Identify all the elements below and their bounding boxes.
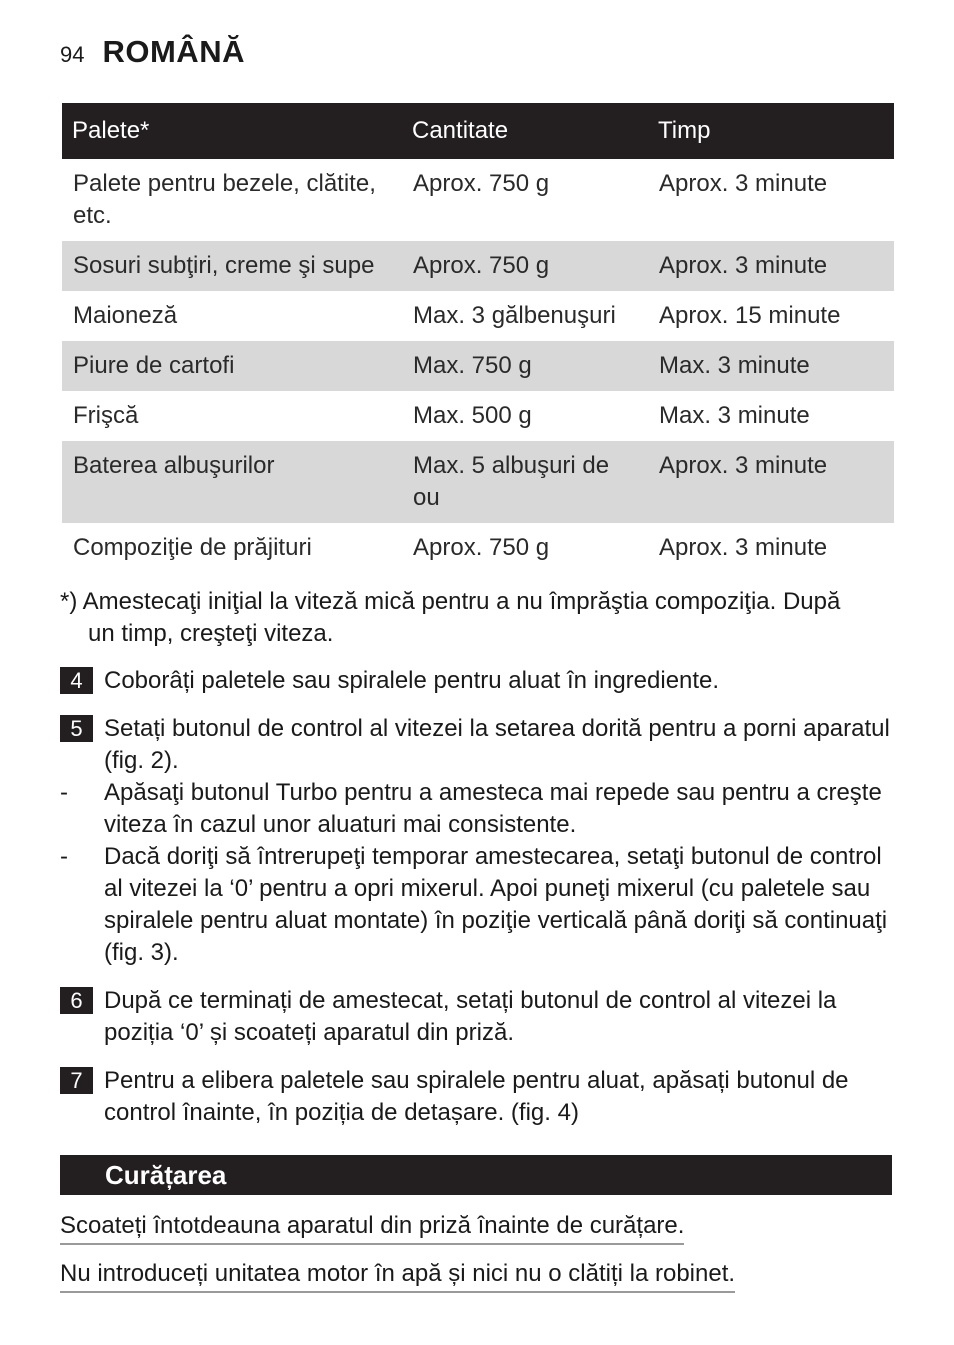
table-cell: Palete pentru bezele, clătite, etc. — [73, 170, 376, 229]
table-cell: Aprox. 15 minute — [659, 302, 841, 329]
step-6 — [60, 985, 900, 1049]
table-cell: Baterea albuşurilor — [62, 441, 402, 523]
table-cell: Maioneză — [73, 302, 178, 329]
column-header: Cantitate — [402, 103, 648, 159]
section-heading: Curățarea — [60, 1155, 892, 1195]
step-number-badge: 7 — [60, 1067, 93, 1094]
step-4 — [60, 665, 900, 697]
step-7 — [60, 1065, 900, 1129]
table-row — [62, 241, 894, 291]
bullet-item — [60, 777, 900, 841]
table-cell: Compoziţie de prăjituri — [73, 534, 312, 561]
table-row — [62, 391, 894, 441]
table-cell: Max. 3 minute — [648, 341, 894, 391]
table-cell: Max. 3 minute — [659, 402, 810, 429]
beaters-table — [62, 103, 894, 573]
table-header-row — [62, 103, 894, 159]
step-text: Setați butonul de control al vitezei la setarea dorită pentru a porni aparatul (fig. 2). — [104, 715, 890, 774]
step-text: Coborâți paletele sau spiralele pentru aluat în ingrediente. — [104, 667, 720, 694]
bullet-text: Dacă doriţi să întrerupeţi temporar amestecarea, setaţi butonul de control al vitezei la ‘0’ pentru a opri mixerul. Apoi puneţi mixerul (cu paletele sau spiralele pentru aluat montate) în poziţie verticală până doriţi să continuaţi (fig. 3). — [104, 843, 888, 966]
table-row — [62, 159, 894, 241]
table-cell: Frişcă — [73, 402, 139, 429]
table-cell: Aprox. 750 g — [413, 534, 550, 561]
table-row — [62, 341, 894, 391]
table-row — [62, 291, 894, 341]
table-cell: Aprox. 3 minute — [659, 534, 828, 561]
step-5 — [60, 713, 900, 777]
step-text: Pentru a elibera paletele sau spiralele pentru aluat, apăsați butonul de control înainte, în poziția de detașare. (fig. 4) — [104, 1067, 849, 1126]
table-cell: Max. 750 g — [402, 341, 648, 391]
warning-text: Nu introduceți unitatea motor în apă și nici nu o clătiți la robinet. — [60, 1258, 735, 1293]
table-cell: Piure de cartofi — [62, 341, 402, 391]
table-cell: Aprox. 3 minute — [648, 441, 894, 523]
table-row — [62, 523, 894, 573]
step-number-badge: 5 — [60, 715, 93, 742]
bullet-dash: - — [60, 843, 68, 870]
bullet-dash: - — [60, 779, 68, 806]
table-cell: Sosuri subţiri, creme şi supe — [62, 241, 402, 291]
table-cell: Aprox. 750 g — [402, 241, 648, 291]
table-cell: Aprox. 750 g — [413, 170, 550, 197]
bullet-item — [60, 841, 900, 969]
warning-text: Scoateți întotdeauna aparatul din priză înainte de curățare. — [60, 1210, 684, 1245]
table-cell: Max. 3 gălbenuşuri — [413, 302, 616, 329]
table-footnote — [60, 586, 900, 650]
language-heading: ROMÂNĂ — [102, 34, 245, 69]
bullet-text: Apăsaţi butonul Turbo pentru a amesteca mai repede sau pentru a creşte viteza în cazul unor aluaturi mai consistente. — [104, 779, 882, 838]
step-number-badge: 4 — [60, 667, 93, 694]
step-number-badge: 6 — [60, 987, 93, 1014]
table-cell: Max. 500 g — [413, 402, 532, 429]
footnote-line: *) Amestecaţi iniţial la viteză mică pentru a nu împrăştia compoziţia. După — [60, 588, 841, 615]
table-cell: Max. 5 albuşuri de ou — [402, 441, 648, 523]
table-row — [62, 441, 894, 523]
table-cell: Aprox. 3 minute — [648, 241, 894, 291]
table-cell: Aprox. 3 minute — [659, 170, 828, 197]
footnote-line: un timp, creşteţi viteza. — [88, 620, 334, 647]
step-text: După ce terminați de amestecat, setați butonul de control al vitezei la poziția ‘0’ și scoateți aparatul din priză. — [104, 987, 837, 1046]
column-header: Timp — [648, 103, 894, 159]
column-header: Palete* — [62, 103, 402, 159]
page-number: 94 — [60, 42, 85, 67]
page-header — [60, 34, 245, 70]
